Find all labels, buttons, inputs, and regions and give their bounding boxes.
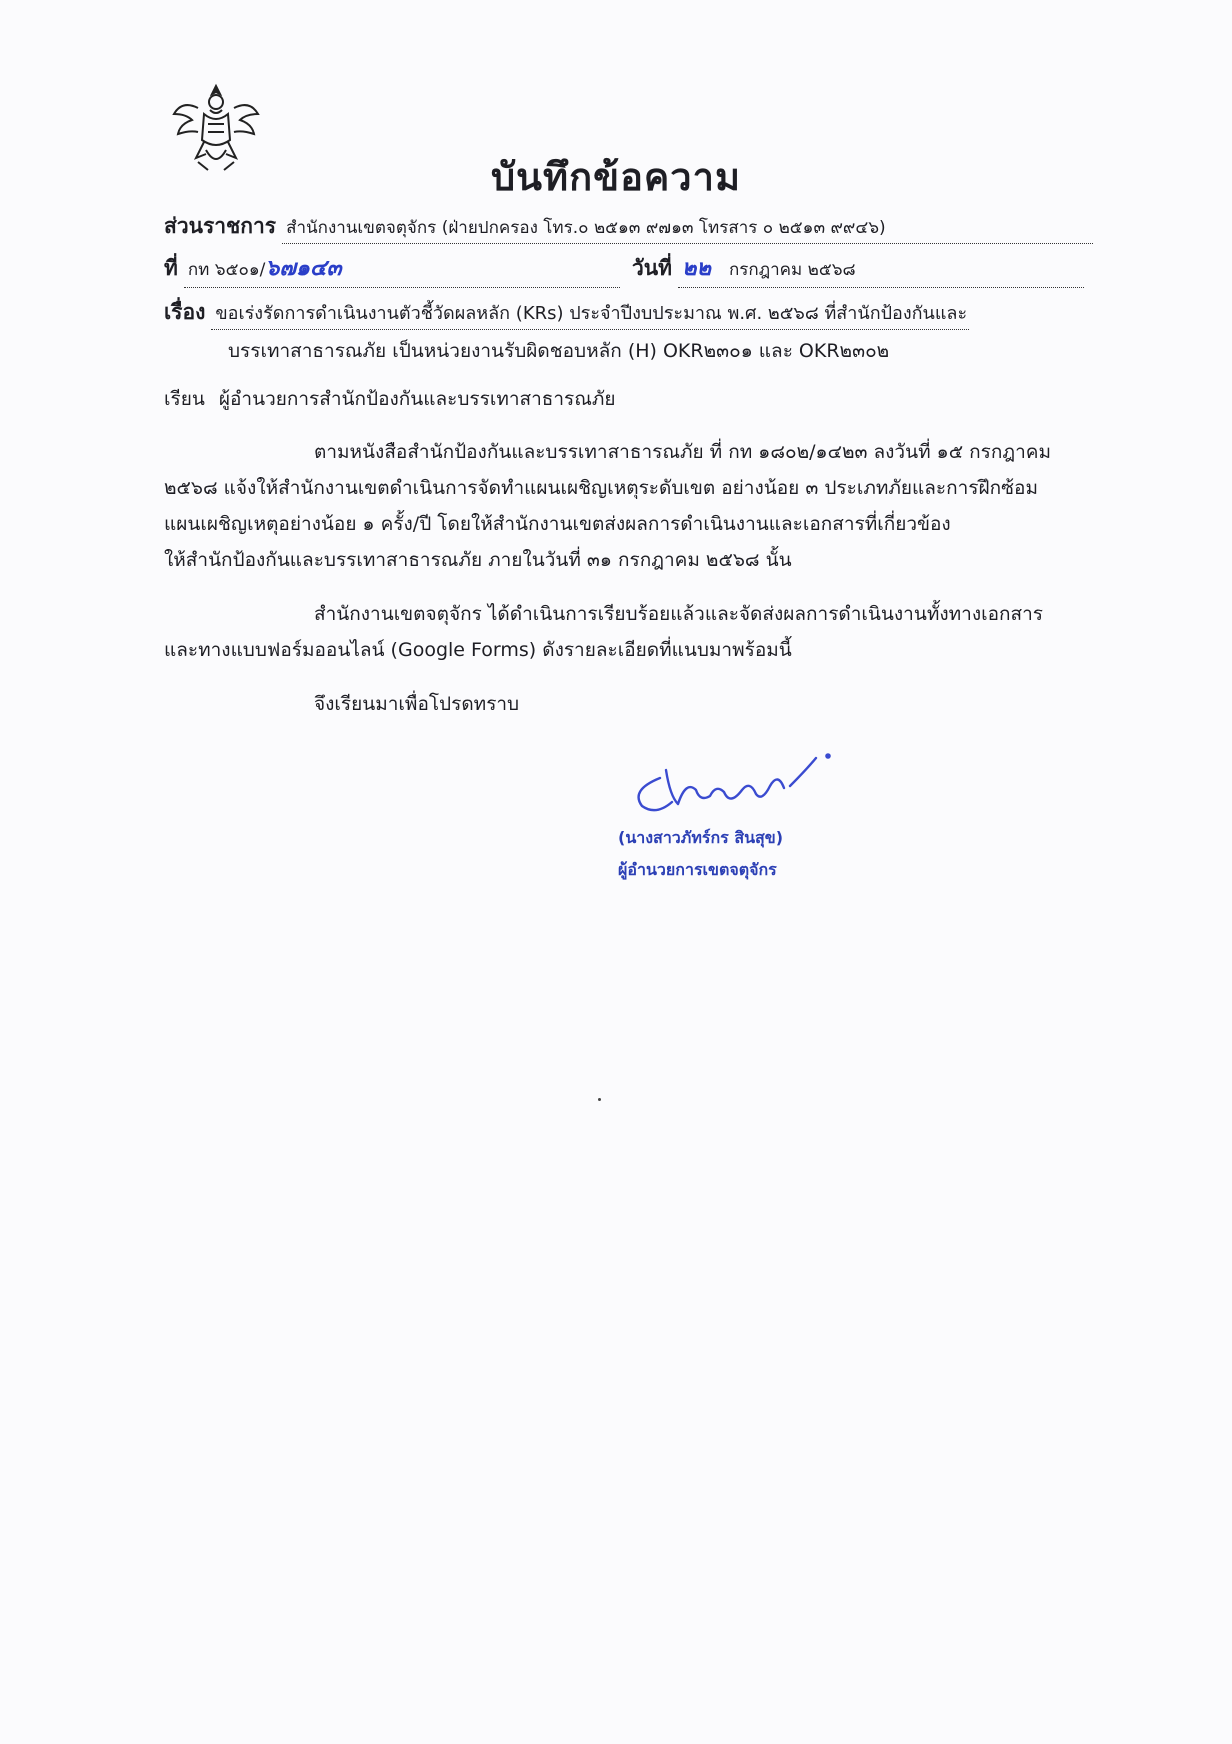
paragraph-2-line-1: สำนักงานเขตจตุจักร ได้ดำเนินการเรียบร้อยแล้วและจัดส่งผลการดำเนินงานทั้งทางเอกสาร xyxy=(314,603,1043,625)
reference-value: กท ๖๕๐๑/ xyxy=(187,260,266,280)
addressee-label: เรียน xyxy=(164,388,205,410)
body-paragraph-1 xyxy=(164,434,1144,578)
signer-name: (นางสาวภัทร์กร สินสุข) xyxy=(618,828,784,847)
page-title: บันทึกข้อความ xyxy=(490,155,742,199)
reference-label: ที่ xyxy=(164,256,178,280)
date-value: กรกฎาคม ๒๕๖๘ xyxy=(729,260,856,280)
subject-line-1: ขอเร่งรัดการดำเนินงานตัวชี้วัดผลหลัก (KRs) ประจำปีงบประมาณ พ.ศ. ๒๕๖๘ ที่สำนักป้องกันและ xyxy=(211,298,969,330)
closing-paragraph xyxy=(164,686,1144,722)
paper-speck xyxy=(598,1098,601,1101)
body-paragraph-2 xyxy=(164,596,1144,668)
subject-line-2: บรรเทาสาธารณภัย เป็นหน่วยงานรับผิดชอบหลัก (H) OKR๒๓๐๑ และ OKR๒๓๐๒ xyxy=(228,340,890,362)
subject-label: เรื่อง xyxy=(164,300,206,324)
subject-line xyxy=(164,296,969,330)
reference-line xyxy=(164,250,1084,288)
addressee-value: ผู้อำนวยการสำนักป้องกันและบรรเทาสาธารณภัย xyxy=(218,388,616,410)
reference-field xyxy=(184,250,620,288)
agency-label: ส่วนราชการ xyxy=(164,214,277,238)
agency-line xyxy=(164,210,1093,244)
paragraph-1-line-2: ๒๕๖๘ แจ้งให้สำนักงานเขตดำเนินการจัดทำแผนเผชิญเหตุระดับเขต อย่างน้อย ๓ ประเภทภัยและการฝึกซ้อม xyxy=(164,477,1038,499)
paragraph-2-line-2: และทางแบบฟอร์มออนไลน์ (Google Forms) ดังรายละเอียดที่แนบมาพร้อมนี้ xyxy=(164,639,792,661)
date-label: วันที่ xyxy=(631,256,672,280)
addressee-line xyxy=(164,384,616,414)
paragraph-1-line-1: ตามหนังสือสำนักป้องกันและบรรเทาสาธารณภัย ที่ กท ๑๘๐๒/๑๔๒๓ ลงวันที่ ๑๕ กรกฎาคม xyxy=(314,441,1052,463)
date-field xyxy=(678,250,1084,288)
agency-value: สำนักงานเขตจตุจักร (ฝ่ายปกครอง โทร.๐ ๒๕๑๓ ๙๗๑๓ โทรสาร ๐ ๒๕๑๓ ๙๙๔๖) xyxy=(282,214,1093,244)
signer-position: ผู้อำนวยการเขตจตุจักร xyxy=(618,860,777,879)
date-day-handwritten: ๒๒ xyxy=(681,255,711,281)
reference-handwritten-number: ๖๗๑๔๓ xyxy=(265,255,342,281)
paragraph-1-line-4: ให้สำนักป้องกันและบรรเทาสาธารณภัย ภายในวันที่ ๓๑ กรกฎาคม ๒๕๖๘ นั้น xyxy=(164,549,792,571)
paragraph-1-line-3: แผนเผชิญเหตุอย่างน้อย ๑ ครั้ง/ปี โดยให้สำนักงานเขตส่งผลการดำเนินงานและเอกสารที่เกี่ยวข้อง xyxy=(164,513,951,535)
closing-text: จึงเรียนมาเพื่อโปรดทราบ xyxy=(314,693,520,715)
handwritten-signature-icon xyxy=(620,740,850,830)
